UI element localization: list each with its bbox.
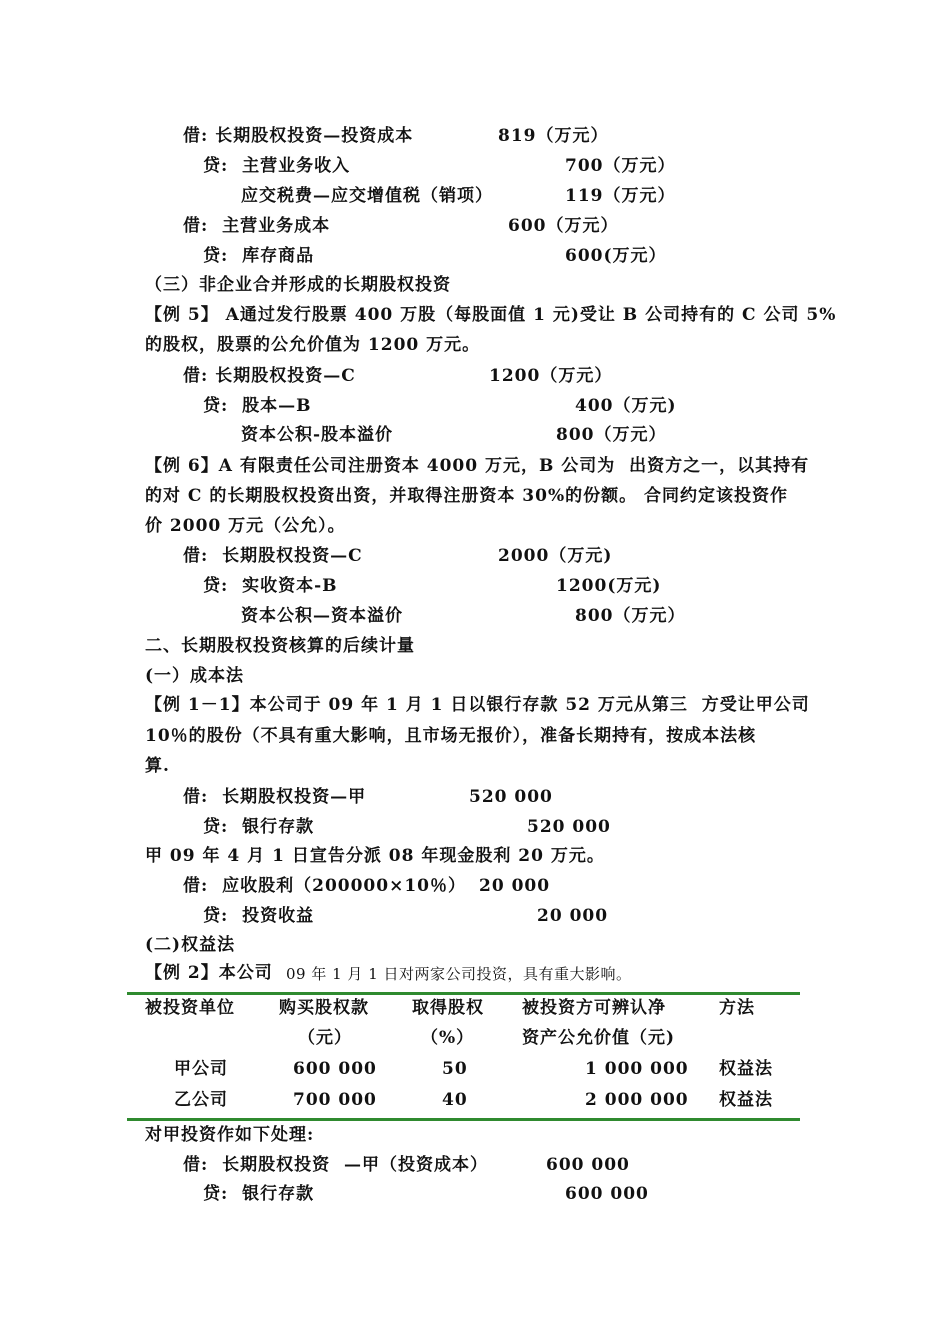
table-cell: 乙公司: [174, 1090, 228, 1110]
subsection-heading: (二)权益法: [145, 935, 236, 955]
example-paragraph: 价 2000 万元（公允）。: [145, 516, 346, 536]
table-cell: 甲公司: [174, 1059, 228, 1079]
entry-amount: 20 000: [537, 906, 609, 926]
table-header-cell: 购买股权款: [279, 998, 369, 1018]
example-paragraph: 算.: [145, 756, 170, 776]
entry-amount: 819（万元）: [498, 126, 609, 146]
example-paragraph: 10％的股份（不具有重大影响，且市场无报价），准备长期持有，按成本法核: [145, 726, 757, 746]
entry-credit-text: 贷: 库存商品: [203, 246, 315, 266]
entry-credit-text: 贷: 银行存款: [203, 817, 315, 837]
table-top-rule: [127, 992, 800, 995]
table-subheader-cell: （元）: [298, 1028, 352, 1048]
section-heading: 二、长期股权投资核算的后续计量: [145, 636, 415, 656]
entry-credit-text: 应交税费—应交增值税（销项）: [241, 186, 493, 206]
entry-debit-text: 借: 长期股权投资—C: [183, 366, 356, 386]
entry-amount: 1200(万元): [556, 576, 662, 596]
table-cell: 权益法: [719, 1090, 773, 1110]
entry-amount: 20 000: [479, 876, 551, 896]
example-text: 09 年 1 月 1 日对两家公司投资，具有重大影响。: [286, 965, 632, 983]
entry-debit-text: 借: 长期股权投资 —甲（投资成本）: [183, 1155, 488, 1175]
entry-debit-text: 借: 长期股权投资—C: [183, 546, 363, 566]
table-cell: 40: [442, 1090, 468, 1110]
entry-amount: 2000（万元): [498, 546, 613, 566]
entry-amount: 600(万元）: [565, 246, 667, 266]
table-cell: 1 000 000: [585, 1059, 689, 1079]
example-paragraph: 【例 5】 A通过发行股票 400 万股（每股面值 1 元)受让 B 公司持有的 C 公司 5%: [145, 305, 837, 325]
body-text: 甲 09 年 4 月 1 日宣告分派 08 年现金股利 20 万元。: [145, 846, 605, 866]
entry-credit-text: 贷: 银行存款: [203, 1184, 315, 1204]
entry-debit-text: 借: 长期股权投资—甲: [183, 787, 367, 807]
entry-amount: 520 000: [527, 817, 611, 837]
entry-debit-text: 借: 主营业务成本: [183, 216, 331, 236]
table-subheader-cell: 资产公允价值（元): [522, 1028, 676, 1048]
entry-amount: 520 000: [469, 787, 553, 807]
entry-amount: 700（万元）: [565, 156, 676, 176]
entry-credit-text: 贷: 股本—B: [203, 396, 312, 416]
table-cell: 50: [442, 1059, 468, 1079]
entry-debit-text: 借: 应收股利（200000×10％）: [183, 876, 466, 896]
example-label: 【例 2】本公司: [145, 963, 273, 983]
subsection-heading: (一）成本法: [145, 666, 245, 686]
entry-amount: 600 000: [565, 1184, 649, 1204]
example-paragraph: 【例 1－1】本公司于 09 年 1 月 1 日以银行存款 52 万元从第三 方受让甲公司: [145, 695, 810, 715]
body-text: 对甲投资作如下处理:: [145, 1125, 315, 1145]
entry-credit-text: 贷: 投资收益: [203, 906, 315, 926]
table-subheader-cell: （%）: [421, 1028, 475, 1048]
example-paragraph: 【例 6】A 有限责任公司注册资本 4000 万元，B 公司为 出资方之一，以其持有: [145, 456, 810, 476]
table-header-cell: 方法: [719, 998, 755, 1018]
entry-amount: 800（万元）: [556, 425, 667, 445]
table-header-cell: 被投资单位: [145, 998, 235, 1018]
entry-debit-text: 借: 长期股权投资—投资成本: [183, 126, 414, 146]
entry-amount: 400（万元): [575, 396, 677, 416]
table-cell: 2 000 000: [585, 1090, 689, 1110]
entry-amount: 1200（万元）: [489, 366, 613, 386]
section-heading: （三）非企业合并形成的长期股权投资: [145, 275, 451, 295]
table-header-cell: 被投资方可辨认净: [522, 998, 666, 1018]
entry-amount: 800（万元）: [575, 606, 686, 626]
entry-amount: 600 000: [546, 1155, 630, 1175]
entry-amount: 600（万元）: [508, 216, 619, 236]
entry-credit-text: 贷: 实收资本-B: [203, 576, 338, 596]
entry-credit-text: 贷: 主营业务收入: [203, 156, 351, 176]
entry-amount: 119（万元）: [565, 186, 676, 206]
example-paragraph: 的股权，股票的公允价值为 1200 万元。: [145, 335, 481, 355]
table-cell: 700 000: [293, 1090, 377, 1110]
table-cell: 权益法: [719, 1059, 773, 1079]
entry-credit-text: 资本公积—资本溢价: [241, 606, 403, 626]
table-bottom-rule: [127, 1118, 800, 1121]
example-paragraph: 的对 C 的长期股权投资出资，并取得注册资本 30%的份额。 合同约定该投资作: [145, 486, 789, 506]
table-cell: 600 000: [293, 1059, 377, 1079]
table-header-cell: 取得股权: [412, 998, 484, 1018]
entry-credit-text: 资本公积-股本溢价: [241, 425, 394, 445]
